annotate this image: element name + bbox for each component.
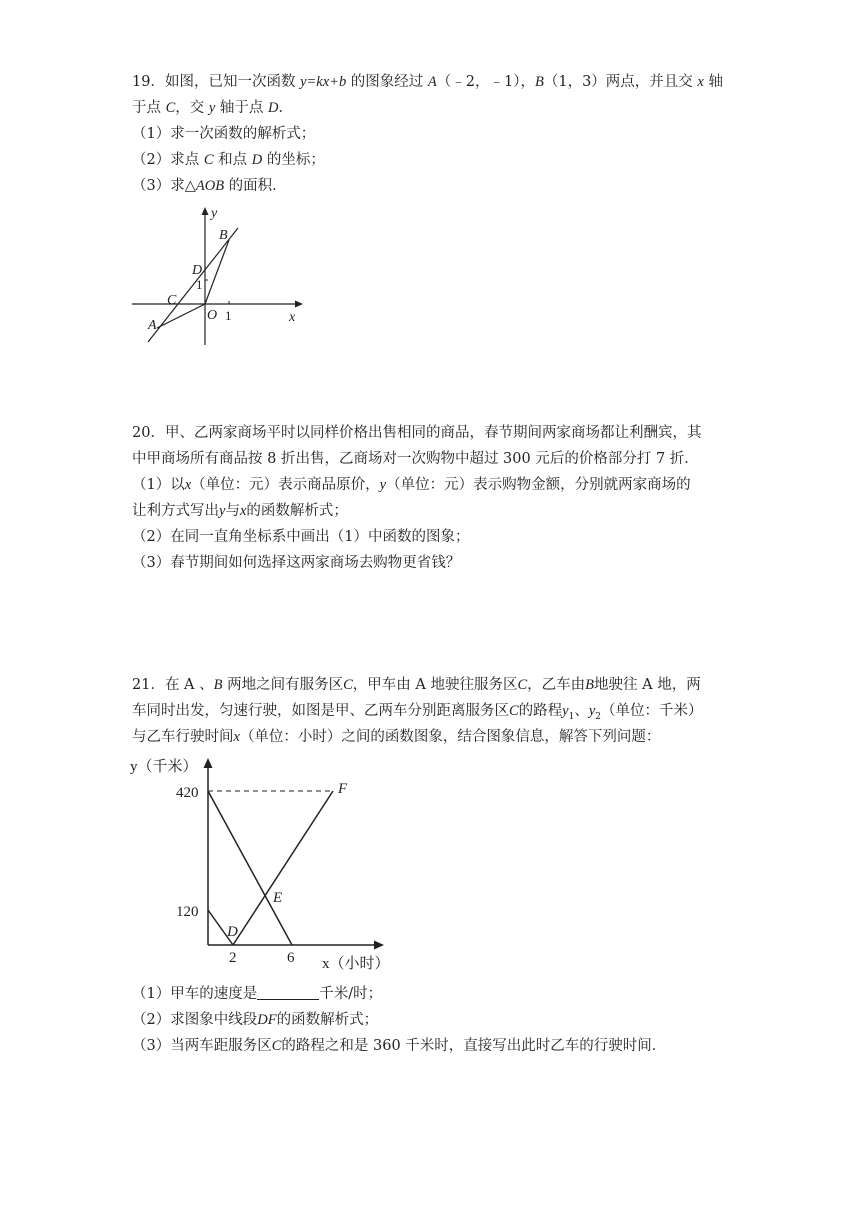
q21-y-axis-label: y（千米） xyxy=(130,759,198,775)
q21-y-arrow-icon xyxy=(204,758,213,768)
q21-tick-420: 420 xyxy=(176,785,199,801)
q19-label-y: y xyxy=(211,206,218,221)
q20-line2: 中甲商场所有商品按 8 折出售，乙商场对一次购物中超过 300 元后的价格部分打 7 折． xyxy=(132,451,699,467)
q21-line1: 21．在 A 、B 两地之间有服务区C，甲车由 A 地驶往服务区C，乙车由B地驶往 A 地，两 xyxy=(132,677,701,693)
q19-sub2: （2）求点 C 和点 D 的坐标； xyxy=(132,152,325,168)
q21-line-jia xyxy=(208,791,292,945)
q21-tick-6: 6 xyxy=(287,950,295,966)
q19-label-1y: 1 xyxy=(196,277,203,292)
q19-label-a: A xyxy=(148,318,157,333)
q21-label-e: E xyxy=(273,890,283,906)
q21-line3: 与乙车行驶时间x（单位：小时）之间的函数图象，结合图象信息，解答下列问题： xyxy=(132,729,661,745)
q21-sub3: （3）当两车距服务区C的路程之和是 360 千米时，直接写出此时乙车的行驶时间． xyxy=(132,1038,667,1054)
q19-sub1: （1）求一次函数的解析式； xyxy=(132,126,316,142)
q21-line2: 车同时出发，匀速行驶，如图是甲、乙两车分别距离服务区C的路程$y_1$、$y_2$（单位：千米） xyxy=(132,703,703,722)
q20-sub3: （3）春节期间如何选择这两家商场去购物更省钱？ xyxy=(132,555,461,571)
q19-label-1x: 1 xyxy=(225,308,232,323)
q21-x-axis-label: x（小时） xyxy=(322,956,390,972)
answer-blank[interactable] xyxy=(257,985,319,1000)
q19-label-c: C xyxy=(167,293,177,308)
q19-sub3: （3）求△AOB 的面积． xyxy=(132,178,287,194)
q21-x-arrow-icon xyxy=(374,941,384,950)
q21-sub1: （1）甲车的速度是 千米/时； xyxy=(132,986,383,1002)
q21-sub2: （2）求图象中线段DF的函数解析式； xyxy=(132,1012,379,1028)
q20-sub1-line2: 让利方式写出y与x的函数解析式； xyxy=(132,503,348,519)
q20-sub2: （2）在同一直角坐标系中画出（1）中函数的图象； xyxy=(132,529,470,545)
q20-line1: 20．甲、乙两家商场平时以同样价格出售相同的商品，春节期间两家商场都让利酬宾，其 xyxy=(132,425,702,441)
q19-label-o: O xyxy=(207,308,218,323)
q20-sub1: （1）以x（单位：元）表示商品原价，y（单位：元）表示购物金额，分别就两家商场的 xyxy=(132,477,691,493)
q19-label-d: D xyxy=(192,263,203,278)
q19-line2: 于点 C，交 y 轴于点 D． xyxy=(132,100,294,116)
q21-label-f: F xyxy=(338,781,348,797)
q21-segment-df xyxy=(233,791,333,945)
q19-line1: 19．如图，已知一次函数 y=kx+b 的图象经过 A（﹣2，﹣1），B（1，3）两点，并且交 x 轴 xyxy=(132,74,723,90)
q21-tick-120: 120 xyxy=(176,904,199,920)
q21-tick-2: 2 xyxy=(229,950,237,966)
q19-label-b: B xyxy=(219,228,228,243)
q21-label-d: D xyxy=(227,924,238,940)
q19-label-x: x xyxy=(289,310,296,325)
